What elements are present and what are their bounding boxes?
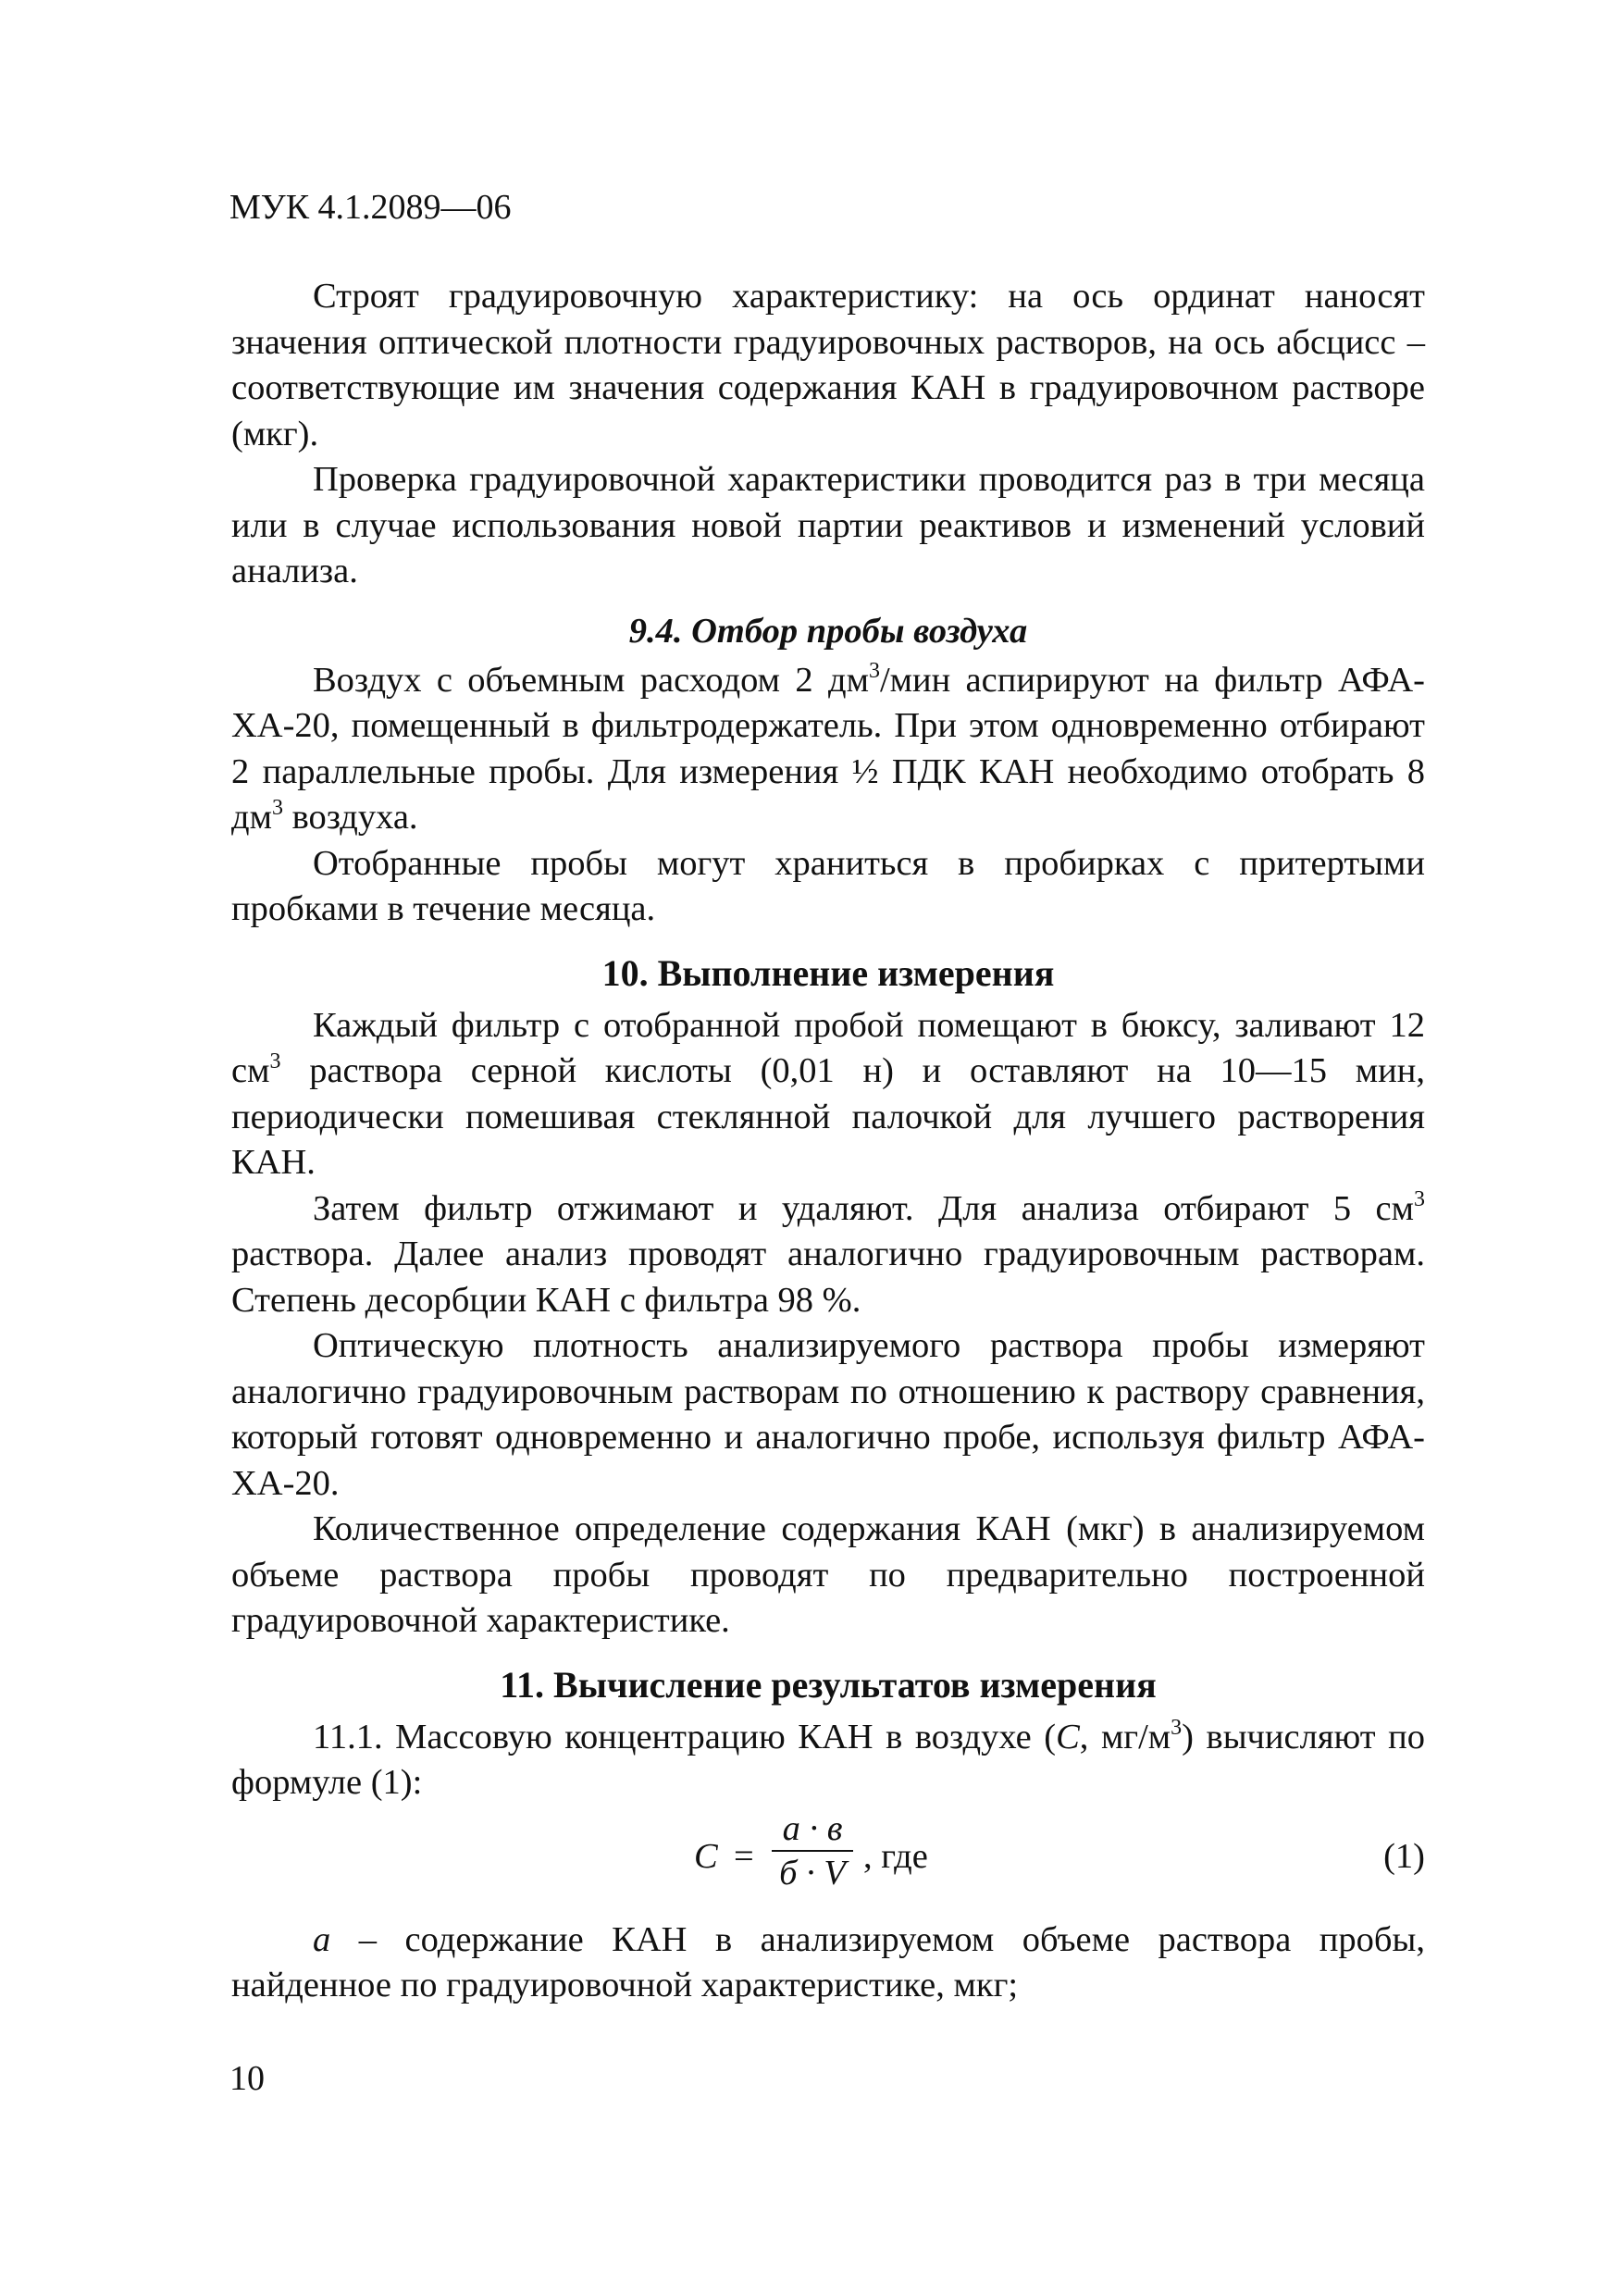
superscript: 3 bbox=[269, 1049, 281, 1074]
fraction-bar bbox=[772, 1850, 853, 1852]
page-content bbox=[231, 274, 1425, 2009]
superscript: 3 bbox=[271, 796, 283, 820]
variable: С bbox=[1056, 1717, 1080, 1756]
formula-tail: , где bbox=[863, 1836, 928, 1876]
formula-equals: = bbox=[734, 1836, 754, 1876]
paragraph bbox=[231, 1186, 1425, 1324]
paragraph: Количественное определение содержания КАН (мкг) в анализируемом объеме раствора пробы проводят по предварительно построенной градуировочной характеристике. bbox=[231, 1509, 1425, 1640]
variable: а bbox=[313, 1919, 331, 1959]
text-run: Каждый фильтр с отобранной пробой помещают в бюксу, заливают 12 см bbox=[231, 1005, 1425, 1090]
page-number: 10 bbox=[229, 2059, 265, 2098]
running-header: МУК 4.1.2089—06 bbox=[229, 188, 512, 227]
superscript: 3 bbox=[868, 658, 880, 683]
text-run: 11.1. Массовую концентрацию КАН в воздухе ( bbox=[313, 1717, 1057, 1756]
text-run: Затем фильтр отжимают и удаляют. Для анализа отбирают 5 см bbox=[313, 1188, 1414, 1228]
text-run: ) вычисляют по формуле (1): bbox=[231, 1717, 1426, 1802]
paragraph bbox=[231, 1917, 1425, 2009]
paragraph: Проверка градуировочной характеристики проводится раз в три месяца или в случае использования новой партии реактивов и изменений условий анализа. bbox=[231, 460, 1425, 590]
formula-numerator: а · в bbox=[782, 1808, 843, 1848]
text-run: Воздух с объемным расходом 2 дм bbox=[313, 660, 869, 700]
text-run: , мг/м bbox=[1079, 1717, 1171, 1756]
formula-lhs: С bbox=[694, 1836, 718, 1876]
formula-denominator: б · V bbox=[779, 1853, 846, 1893]
formula-fraction bbox=[770, 1808, 855, 1893]
formula-number: (1) bbox=[1383, 1836, 1425, 1876]
paragraph: Строят градуировочную характеристику: на ось ординат наносят значения оптической плотности градуировочных растворов, на ось абсцисс – соответствующие им значения содержания КАН в градуировочном растворе (мкг). bbox=[231, 277, 1425, 453]
text-run: раствора. Далее анализ проводят аналогично градуировочным растворам. Степень десорбции КАН с фильтра 98 %. bbox=[231, 1235, 1425, 1320]
text-run: воздуха. bbox=[282, 798, 418, 837]
paragraph bbox=[231, 1715, 1425, 1806]
paragraph bbox=[231, 658, 1425, 841]
superscript: 3 bbox=[1171, 1715, 1183, 1740]
formula-1 bbox=[231, 1808, 1425, 1912]
paragraph: Отобранные пробы могут храниться в пробирках с притертыми пробками в течение месяца. bbox=[231, 843, 1425, 928]
text-run: раствора серной кислоты (0,01 н) и оставляют на 10—15 мин, периодически помешивая стеклянной палочкой для лучшего растворения КАН. bbox=[231, 1051, 1425, 1182]
section-heading-10: 10. Выполнение измерения bbox=[601, 951, 1055, 994]
paragraph bbox=[231, 1003, 1425, 1186]
text-run: /мин аспирируют на фильтр АФА-ХА-20, помещенный в фильтродержатель. При этом одновременно отбирают 2 параллельные пробы. Для измерения ½ ПДК КАН необходимо отобрать 8 дм bbox=[231, 660, 1425, 837]
paragraph: Оптическую плотность анализируемого раствора пробы измеряют аналогично градуировочным растворам по отношению к раствору сравнения, который готовят одновременно и аналогично пробе, используя фильтр АФА-ХА-20. bbox=[231, 1326, 1425, 1503]
subsection-heading-9-4: 9.4. Отбор пробы воздуха bbox=[628, 611, 1028, 651]
text-run: – содержание КАН в анализируемом объеме раствора пробы, найденное по градуировочной характеристике, мкг; bbox=[231, 1919, 1425, 2004]
section-heading-11: 11. Вычисление результатов измерения bbox=[500, 1663, 1157, 1706]
superscript: 3 bbox=[1414, 1186, 1425, 1211]
